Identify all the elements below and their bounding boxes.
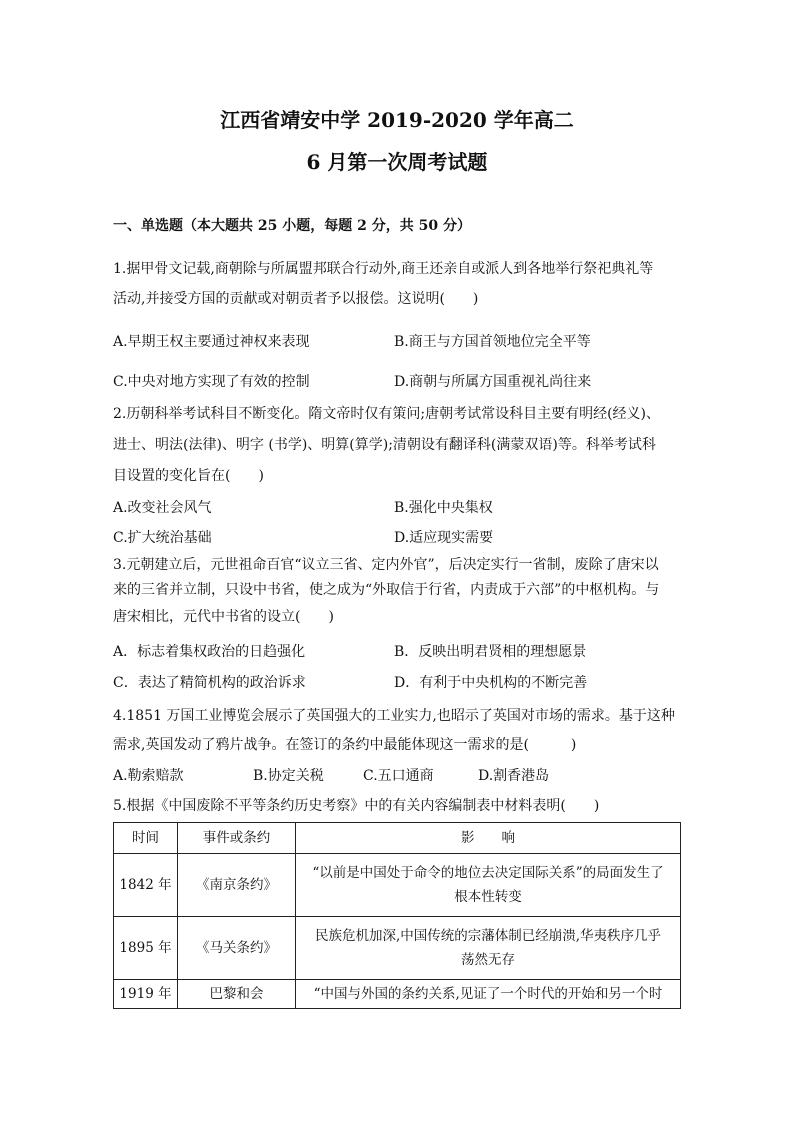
q4-option-d: D.割香港岛: [478, 768, 550, 784]
section-heading: 一、单选题（本大题共 25 小题，每题 2 分，共 50 分）: [113, 218, 471, 234]
q4-stem-line2: 需求,英国发动了鸦片战争。在签订的条约中最能体现这一需求的是( ): [113, 737, 577, 753]
q4-option-b: B.协定关税: [253, 768, 324, 784]
cell-event: 《马关条约》: [178, 917, 296, 980]
q2-option-c: C.扩大统治基础: [113, 530, 212, 546]
q1-option-c: C.中央对地方实现了有效的控制: [113, 374, 310, 390]
cell-impact: [296, 917, 681, 980]
cell-event: 《南京条约》: [178, 854, 296, 917]
cell-year: 1895 年: [114, 917, 178, 980]
q3-stem-line2: 来的三省并立制，只设中书省，使之成为“外取信于行省，内责成于六部”的中枢机构。与: [113, 582, 660, 598]
impact-line1: “中国与外国的条约关系,见证了一个时代的开始和另一个时: [313, 986, 663, 1002]
q1-option-b: B.商王与方国首领地位完全平等: [394, 334, 591, 350]
q2-option-b: B.强化中央集权: [394, 500, 493, 516]
q1-option-a: A.早期王权主要通过神权来表现: [113, 334, 310, 350]
q1-stem-line1: 1.据甲骨文记载,商朝除与所属盟邦联合行动外,商王还亲自或派人到各地举行祭祀典礼等: [113, 261, 654, 277]
q3-stem-line3: 唐宋相比，元代中书省的设立( ): [113, 609, 334, 625]
impact-line1: “以前是中国处于命令的地位去决定国际关系”的局面发生了: [312, 865, 664, 881]
cell-impact: [296, 980, 681, 1009]
q3-option-c: C．表达了精简机构的政治诉求: [113, 675, 306, 691]
q3-option-d: D．有利于中央机构的不断完善: [394, 675, 588, 691]
q4-option-c: C.五口通商: [363, 768, 434, 784]
q5-stem-line1: 5.根据《中国废除不平等条约历史考察》中的有关内容编制表中材料表明( ): [113, 798, 600, 814]
exam-title-line2: 6 月第一次周考试题: [306, 150, 488, 174]
table-row: [114, 917, 681, 980]
col-header-time: 时间: [114, 823, 178, 854]
impact-line2: 根本性转变: [454, 889, 522, 905]
col-header-event: 事件或条约: [178, 823, 296, 854]
q4-option-a: A.勒索赔款: [113, 768, 184, 784]
cell-year: 1842 年: [114, 854, 178, 917]
q1-option-d: D.商朝与所属方国重视礼尚往来: [394, 374, 592, 390]
impact-line2: 荡然无存: [461, 952, 515, 968]
q2-option-d: D.适应现实需要: [394, 530, 494, 546]
table-row: [114, 980, 681, 1009]
cell-event: 巴黎和会: [178, 980, 296, 1009]
exam-title-line1: 江西省靖安中学 2019-2020 学年高二: [220, 108, 574, 132]
table-header-row: [114, 823, 681, 854]
q4-stem-line1: 4.1851 万国工业博览会展示了英国强大的工业实力,也昭示了英国对市场的需求。基于这种: [113, 708, 675, 724]
q1-stem-line2: 活动,并接受方国的贡献或对朝贡者予以报偿。这说明( ): [113, 291, 479, 307]
q2-option-a: A.改变社会风气: [113, 500, 212, 516]
q3-option-a: A．标志着集权政治的日趋强化: [113, 644, 306, 660]
table-row: [114, 854, 681, 917]
cell-impact: [296, 854, 681, 917]
q2-stem-line1: 2.历朝科举考试科目不断变化。隋文帝时仅有策问;唐朝考试常设科目主要有明经(经义)、: [113, 406, 660, 422]
q2-stem-line2: 进士、明法(法律)、明字 (书学)、明算(算学);清朝设有翻译科(满蒙双语)等。科举考试科: [113, 437, 656, 453]
q2-stem-line3: 目设置的变化旨在( ): [113, 468, 264, 484]
q3-option-b: B．反映出明君贤相的理想愿景: [394, 644, 587, 660]
history-table: [113, 822, 681, 1009]
q3-stem-line1: 3.元朝建立后，元世祖命百官“议立三省、定内外官”，后决定实行一省制，废除了唐宋以: [113, 557, 659, 573]
cell-year: 1919 年: [114, 980, 178, 1009]
col-header-impact: 影 响: [296, 823, 681, 854]
impact-line1: 民族危机加深,中国传统的宗藩体制已经崩溃,华夷秩序几乎: [314, 928, 662, 944]
